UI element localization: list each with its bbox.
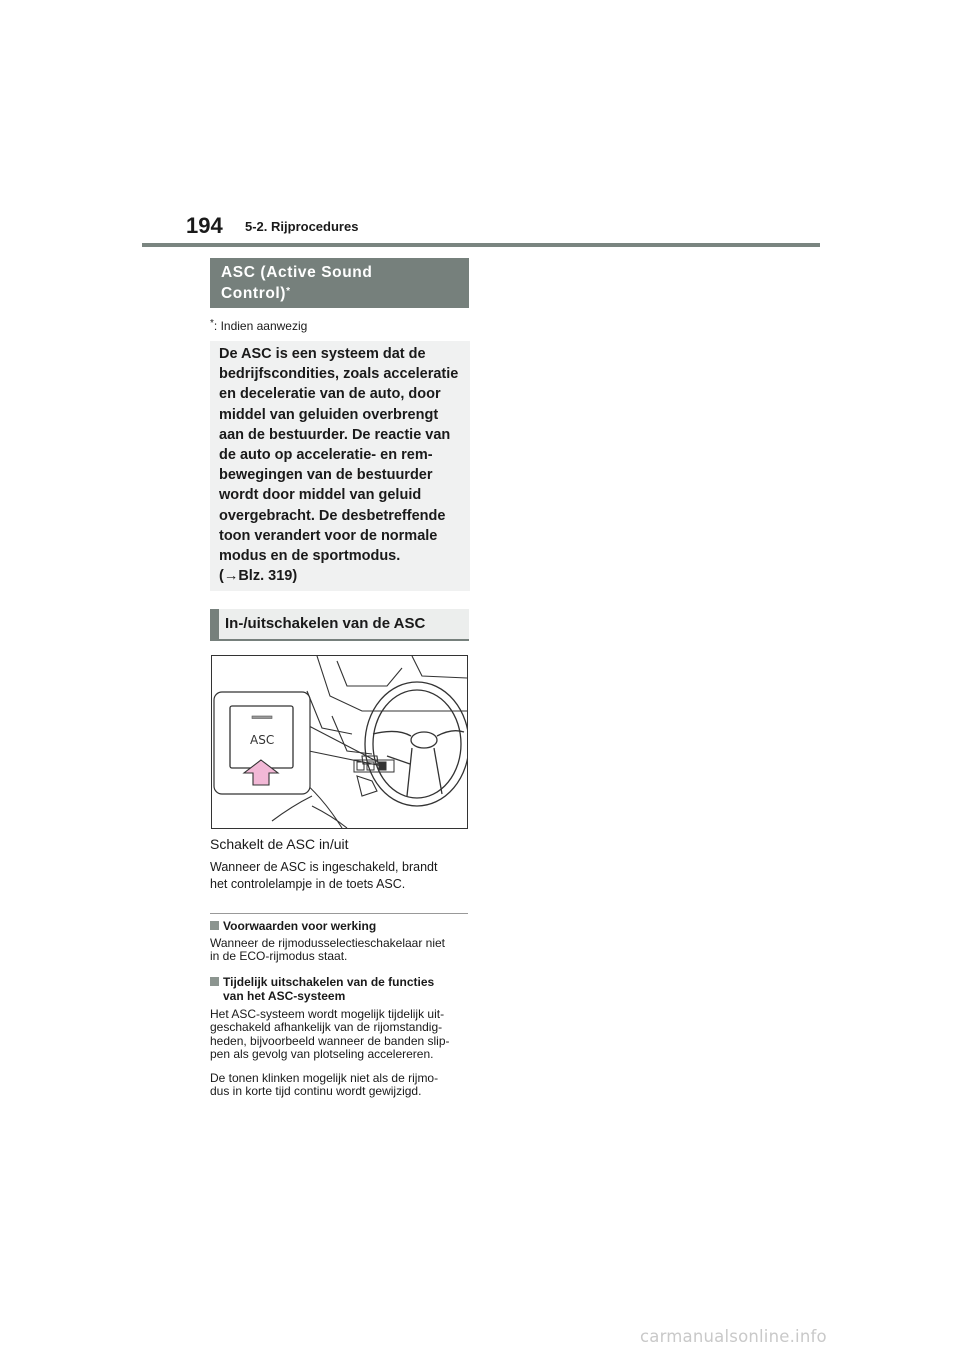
summary-line: modus en de sportmodus. (219, 548, 401, 565)
section-reference: 5-2. Rijprocedures (245, 219, 359, 234)
page-number: 194 (186, 213, 223, 238)
subsection-heading: In-/uitschakelen van de ASC (210, 609, 469, 641)
note-heading-operating-conditions: Voorwaarden voor werking (210, 919, 376, 933)
description-paragraph (210, 859, 437, 893)
summary-line: toon verandert voor de normale (219, 527, 438, 544)
description-line: het controlelampje in de toets ASC. (210, 877, 406, 891)
footnote-marker: * (286, 286, 291, 297)
steering-wheel-icon (365, 682, 467, 806)
footnote-star: * (210, 318, 214, 329)
page-reference-link[interactable]: (→Blz. 319) (219, 568, 298, 585)
section-title (210, 258, 469, 308)
summary-box (210, 341, 470, 591)
header-rule (142, 243, 820, 247)
watermark: carmanualsonline.info (640, 1327, 827, 1346)
dashboard-line (412, 656, 467, 678)
summary-line: en deceleratie van de auto, door (219, 386, 441, 403)
note-text: De tonen klinken mogelijk niet als de rijmo- dus in korte tijd continu wordt gewijzigd. (210, 1071, 439, 1099)
dashboard-line (317, 656, 467, 711)
bullet-square-icon (210, 977, 219, 986)
section-divider (210, 913, 468, 914)
dashboard-line (272, 796, 312, 821)
summary-line: aan de bestuurder. De reactie van (219, 426, 451, 443)
summary-line: De ASC is een systeem dat de (219, 346, 426, 362)
summary-line: wordt door middel van geluid (219, 487, 422, 504)
section-title-line-2: Control)* (221, 285, 291, 302)
summary-line: de auto op acceleratie- en rem- (219, 447, 433, 464)
summary-line: overgebracht. De desbetreffende (219, 507, 446, 524)
footnote-text: : Indien aanwezig (213, 319, 308, 333)
figure-caption: Schakelt de ASC in/uit (210, 836, 349, 852)
note-heading-temporary-disable: Tijdelijk uitschakelen van de functies van het ASC-systeem (210, 975, 434, 1003)
asc-button-label: ASC (250, 733, 275, 747)
section-title-line-1: ASC (Active Sound (221, 264, 373, 281)
note-text: Het ASC-systeem wordt mogelijk tijdelijk uit- geschakeld afhankelijk van de rijomstandig- heden, bijvoorbeeld wanneer de banden slip- pen als gevolg van plotseling accelereren. (210, 1007, 450, 1061)
summary-line: middel van geluiden overbrengt (219, 406, 439, 423)
dashboard-line (337, 661, 402, 686)
dashboard-line (307, 691, 352, 734)
asc-switch-illustration (211, 655, 468, 829)
note-text: Wanneer de rijmodusselectieschakelaar niet in de ECO-rijmodus staat. (210, 936, 446, 964)
summary-line: bewegingen van de bestuurder (219, 467, 433, 484)
summary-line: bedrijfscondities, zoals acceleratie (219, 366, 459, 383)
bullet-square-icon (210, 921, 219, 930)
description-line: Wanneer de ASC is ingeschakeld, brandt (210, 860, 438, 874)
availability-footnote (210, 319, 307, 333)
